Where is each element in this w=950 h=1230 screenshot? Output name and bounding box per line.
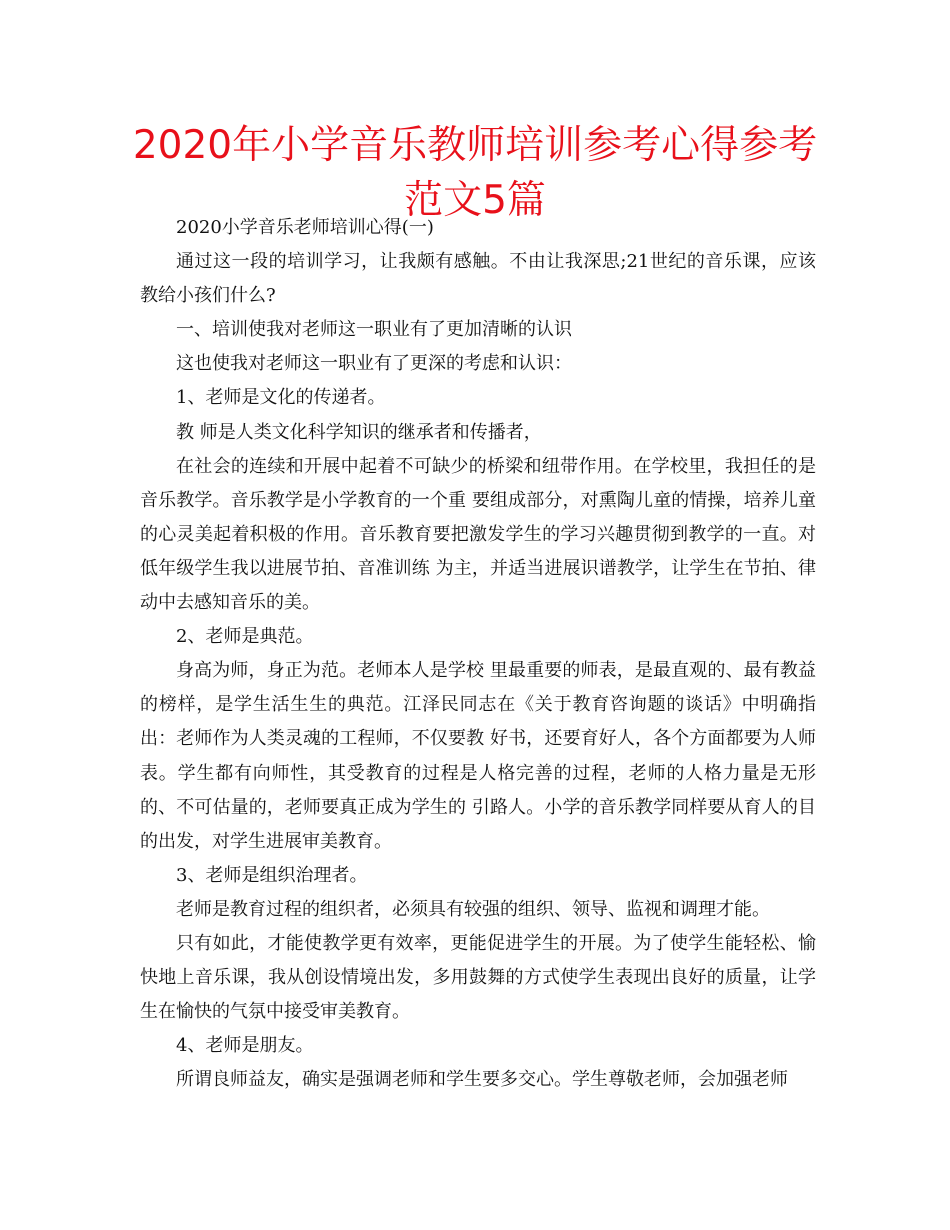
document-body xyxy=(140,211,816,1097)
point-heading-2: 2、老师是典范。 xyxy=(176,626,314,648)
section-heading-part-one: 2020小学音乐老师培训心得(一) xyxy=(176,217,434,238)
point-1-body: 在社会的连续和开展中起着不可缺少的桥梁和纽带作用。在学校里，我担任的是音乐教学。音乐教学是小学教育的一个重 要组成部分，对熏陶儿童的情操，培养儿童的心灵美起着积极的作用。音乐教育要把激发学生的学习兴趣贯彻到教学的一直。对低年级学生我以进展节拍、音准训练 为主，并适当进展识谱教学，让学生在节拍、律动中去感知音乐的美。 xyxy=(140,455,816,614)
point-1-lead: 教 师是人类文化科学知识的继承者和传播者， xyxy=(176,421,542,443)
point-2-body: 身高为师，身正为范。老师本人是学校 里最重要的师表，是最直观的、最有教益的榜样，是学生活生生的典范。江泽民同志在《关于教育咨询题的谈话》中明确指出：老师作为人类灵魂的工程师，不仅要教 好书，还要育好人，各个方面都要为人师表。学生都有向师性，其受教育的过程是人格完善的过程，老师的人格力量是无形的、不可估量的，老师要真正成为学生的 引路人。小学的音乐教学同样要从育人的目的出发，对学生进展审美教育。 xyxy=(140,660,816,852)
point-heading-4: 4、老师是朋友。 xyxy=(176,1035,314,1057)
point-3-lead: 老师是教育过程的组织者，必须具有较强的组织、领导、监视和调理才能。 xyxy=(176,898,770,920)
point-heading-3: 3、老师是组织治理者。 xyxy=(176,864,368,886)
point-3-body: 只有如此，才能使教学更有效率，更能促进学生的开展。为了使学生能轻松、愉快地上音乐课，我从创设情境出发，多用鼓舞的方式使学生表现出良好的质量，让学生在愉快的气氛中接受审美教育。 xyxy=(140,932,816,1023)
document-title: 2020年小学音乐教师培训参考心得参考范文5篇 xyxy=(132,123,818,223)
point-heading-1: 1、老师是文化的传递者。 xyxy=(176,387,386,409)
intro-paragraph: 通过这一段的培训学习，让我颇有感触。不由让我深思;21世纪的音乐课，应该教给小孩们什么? xyxy=(140,251,816,307)
section-heading-training: 一、培训使我对老师这一职业有了更加清晰的认识 xyxy=(176,319,572,341)
point-4-body: 所谓良师益友，确实是强调老师和学生要多交心。学生尊敬老师，会加强老师 xyxy=(176,1069,788,1091)
lead-in-paragraph: 这也使我对老师这一职业有了更深的考虑和认识： xyxy=(176,353,572,375)
